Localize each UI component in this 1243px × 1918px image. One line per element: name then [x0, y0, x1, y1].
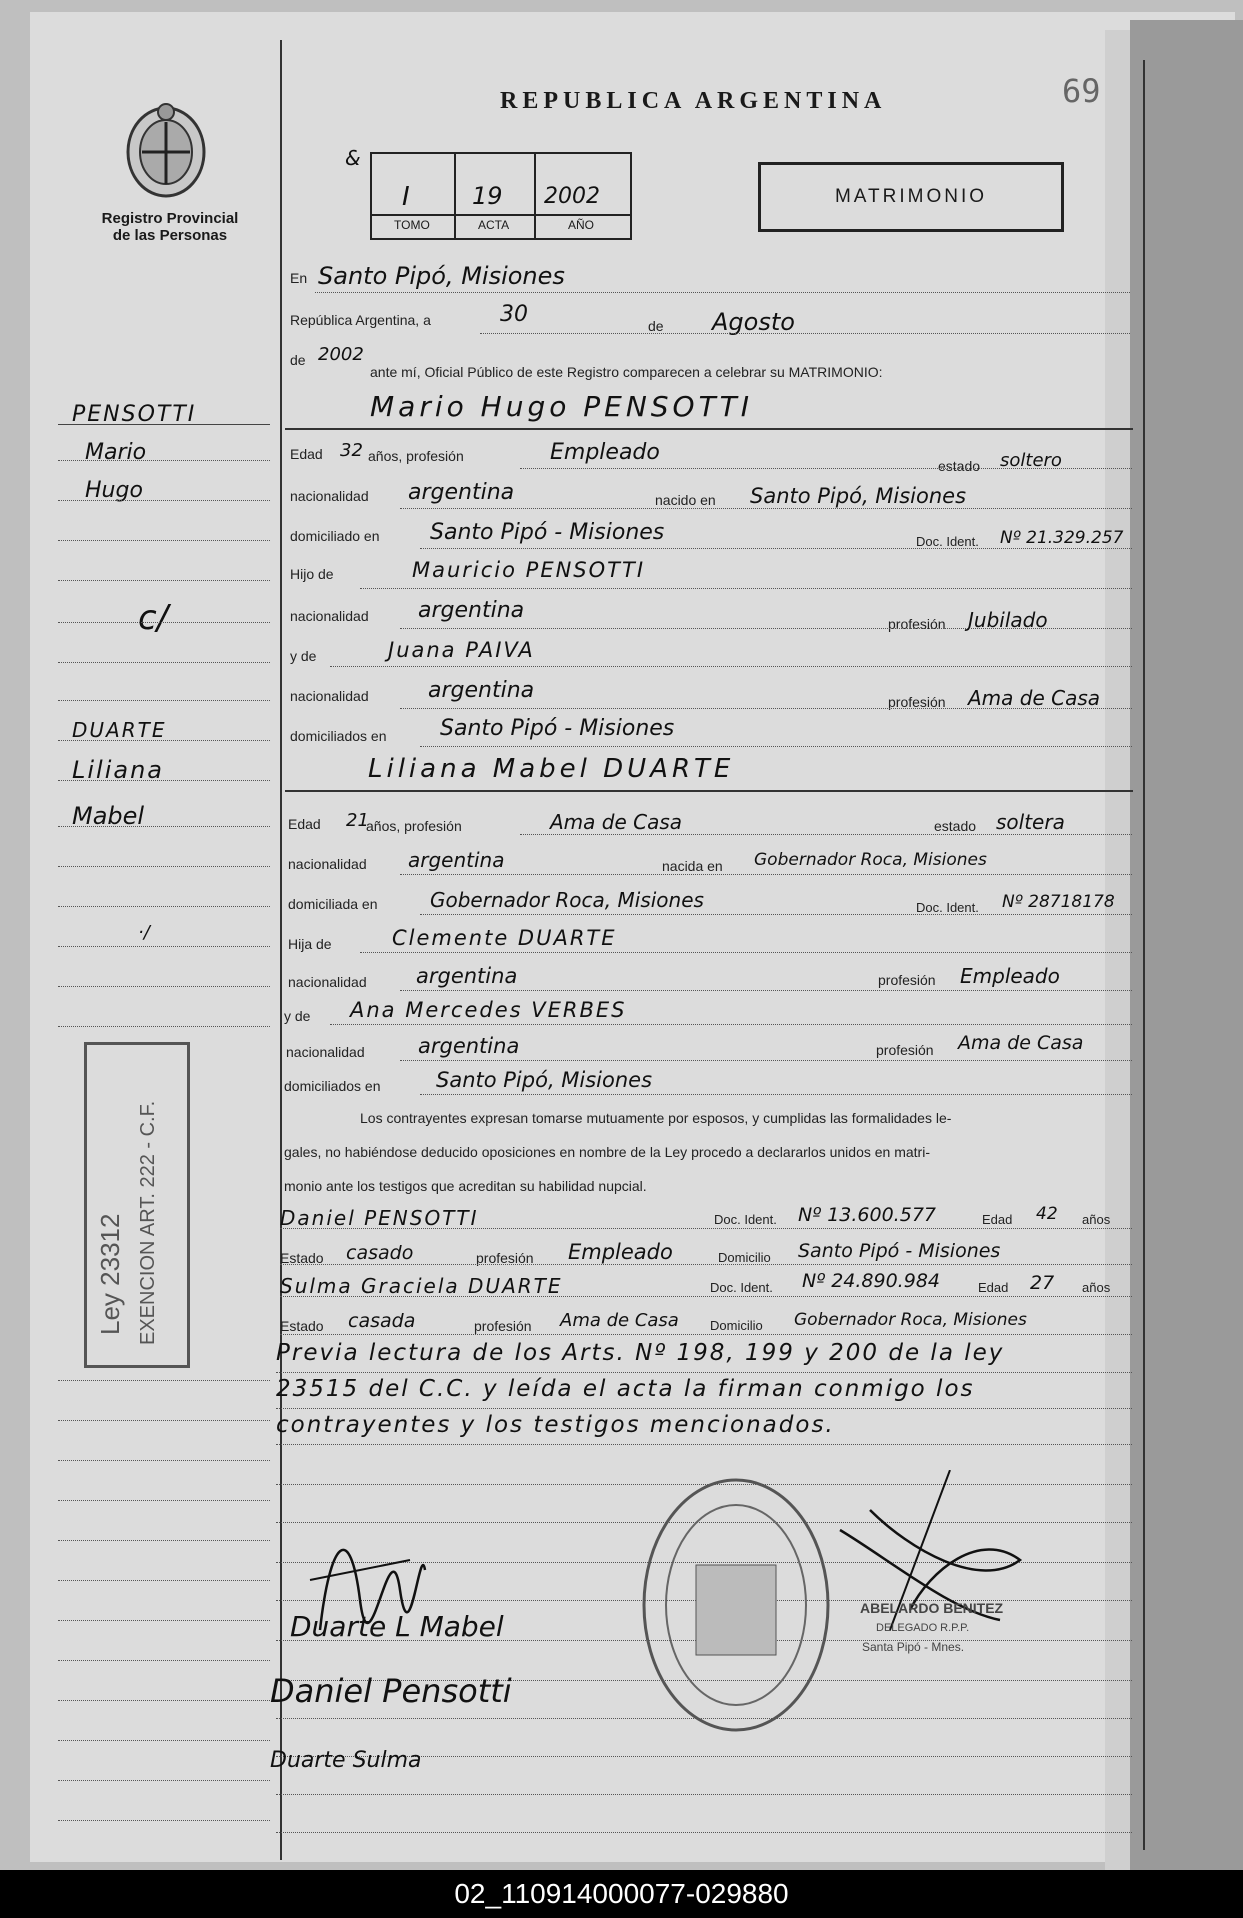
official-name: ABELARDO BENITEZ	[860, 1600, 1004, 1616]
groom-mother-profession: Ama de Casa	[968, 686, 1101, 710]
bride-mother-profession: Ama de Casa	[958, 1032, 1084, 1054]
groom-birthplace: Santo Pipó, Misiones	[750, 484, 967, 508]
right-border	[1143, 60, 1145, 1850]
official-seal-icon	[636, 1470, 836, 1740]
witness2-domicile: Gobernador Roca, Misiones	[794, 1310, 1027, 1330]
margin-divider	[280, 40, 282, 1860]
witness2-age: 27	[1030, 1272, 1055, 1294]
registry-line1: Registro Provincial	[101, 210, 239, 227]
bride-nacida-label: nacida en	[662, 858, 723, 874]
witness2-estado: casada	[348, 1310, 416, 1332]
witness1-profession: Empleado	[568, 1240, 673, 1264]
groom-domicile: Santo Pipó - Misiones	[430, 520, 665, 545]
bride-father: Clemente DUARTE	[392, 926, 617, 950]
witness2-name: Sulma Graciela DUARTE	[280, 1274, 563, 1298]
closing-line3: contrayentes y los testigos mencionados.	[276, 1412, 835, 1438]
comparecen-text: ante mí, Oficial Público de este Registro comparecen a celebrar su MATRIMONIO:	[370, 364, 883, 380]
ceremony-place: Santo Pipó, Misiones	[318, 262, 565, 290]
bride-estado: soltera	[996, 810, 1065, 834]
bride-mother-prof-label: profesión	[876, 1042, 934, 1058]
groom-mother-prof-label: profesión	[888, 694, 946, 710]
ceremony-month: Agosto	[712, 308, 795, 336]
signature-witness1: Daniel Pensotti	[270, 1672, 512, 1710]
acta-value: 19	[472, 182, 503, 210]
exemption-line2: EXENCION ART. 222 - C.F.	[137, 1100, 159, 1345]
groom-father: Mauricio PENSOTTI	[412, 558, 646, 582]
groom-nacido-label: nacido en	[655, 492, 716, 508]
groom-age: 32	[340, 440, 363, 461]
exemption-line1: Ley 23312	[95, 1213, 125, 1335]
country-title: REPUBLICA ARGENTINA	[500, 88, 887, 114]
bride-estado-label: estado	[934, 818, 977, 834]
groom-estado: soltero	[1000, 450, 1062, 471]
bride-profesion-label: años, profesión	[366, 818, 462, 834]
bride-domiciliada-label: domiciliada en	[288, 896, 378, 912]
bride-nacionalidad-label: nacionalidad	[288, 856, 367, 872]
groom-profesion-label: años, profesión	[368, 448, 464, 464]
bride-full-name: Liliana Mabel DUARTE	[368, 754, 735, 784]
ceremony-day: 30	[500, 302, 528, 327]
witness1-profesion-label: profesión	[476, 1250, 534, 1266]
scan-background	[1130, 20, 1243, 1870]
en-label: En	[290, 270, 308, 286]
groom-domiciliado-label: domiciliado en	[290, 528, 380, 544]
groom-domiciliados-label: domiciliados en	[290, 728, 387, 744]
de2-label: de	[290, 352, 306, 368]
closing-line2: 23515 del C.C. y leída el acta la firman conmigo los	[276, 1376, 975, 1402]
groom-profession: Empleado	[550, 440, 660, 465]
witness2-estado-label: Estado	[280, 1318, 324, 1334]
bride-domicile: Gobernador Roca, Misiones	[430, 888, 704, 912]
record-box	[370, 152, 632, 240]
de-label: de	[648, 318, 664, 334]
bride-doc-label: Doc. Ident.	[916, 900, 979, 915]
margin-bride-name1: Liliana	[72, 756, 164, 784]
witness2-anos-label: años	[1082, 1280, 1111, 1295]
margin-groom-surname: PENSOTTI	[72, 402, 197, 427]
margin-bride-name2: Mabel	[72, 802, 145, 830]
bride-birthplace: Gobernador Roca, Misiones	[754, 850, 987, 870]
republica-label: República Argentina, a	[290, 312, 431, 328]
groom-nationality: argentina	[408, 480, 515, 505]
bride-age: 21	[346, 810, 369, 831]
witness2-profesion-label: profesión	[474, 1318, 532, 1334]
groom-parents-domicile: Santo Pipó - Misiones	[440, 716, 675, 741]
margin-groom-name1: Mario	[85, 440, 147, 465]
record-mark: &	[345, 146, 361, 170]
bride-father-profession: Empleado	[960, 964, 1060, 988]
groom-father-nac-label: nacionalidad	[290, 608, 369, 624]
margin-bride-surname: DUARTE	[72, 718, 167, 742]
bride-father-nationality: argentina	[416, 964, 518, 988]
groom-hijo-label: Hijo de	[290, 566, 334, 582]
bride-mother: Ana Mercedes VERBES	[350, 998, 627, 1022]
signature-witness2: Duarte Sulma	[270, 1748, 422, 1773]
bride-doc: Nº 28718178	[1002, 892, 1115, 912]
signature-bride: Duarte L Mabel	[290, 1610, 504, 1643]
groom-yde-label: y de	[290, 648, 317, 664]
closing-line1: Previa lectura de los Arts. Nº 198, 199 y 200 de la ley	[276, 1340, 1005, 1366]
groom-doc: Nº 21.329.257	[1000, 528, 1124, 548]
bride-yde-label: y de	[284, 1008, 311, 1024]
groom-doc-label: Doc. Ident.	[916, 534, 979, 549]
tomo-value: I	[402, 182, 410, 212]
witness2-doc-label: Doc. Ident.	[710, 1280, 773, 1295]
bride-domiciliados-label: domiciliados en	[284, 1078, 381, 1094]
declaration-line1: Los contrayentes expresan tomarse mutuamente por esposos, y cumplidas las formalidades le-	[360, 1110, 952, 1126]
groom-full-name: Mario Hugo PENSOTTI	[370, 390, 754, 423]
bride-parents-domicile: Santo Pipó, Misiones	[436, 1068, 653, 1092]
witness2-edad-label: Edad	[978, 1280, 1009, 1295]
doc-type-box	[758, 162, 1064, 232]
groom-mother-nationality: argentina	[428, 678, 535, 703]
groom-edad-label: Edad	[290, 446, 323, 462]
official-title: DELEGADO R.P.P.	[876, 1622, 970, 1634]
groom-mother: Juana PAIVA	[388, 638, 535, 662]
groom-father-prof-label: profesión	[888, 616, 946, 632]
witness1-estado: casado	[346, 1242, 414, 1264]
ano-value: 2002	[544, 184, 600, 209]
witness1-anos-label: años	[1082, 1212, 1111, 1227]
registry-name	[90, 210, 250, 244]
margin-groom-name2: Hugo	[85, 478, 143, 503]
witness2-profession: Ama de Casa	[560, 1310, 679, 1331]
witness1-name: Daniel PENSOTTI	[280, 1206, 479, 1230]
ano-label: AÑO	[568, 218, 595, 232]
coat-of-arms-icon	[122, 100, 210, 200]
exemption-stamp	[84, 1042, 190, 1368]
witness1-doc: Nº 13.600.577	[798, 1204, 936, 1226]
groom-nacionalidad-label: nacionalidad	[290, 488, 369, 504]
bride-nationality: argentina	[408, 848, 505, 872]
bride-mother-nationality: argentina	[418, 1034, 520, 1058]
tomo-label: TOMO	[394, 218, 430, 232]
bride-father-prof-label: profesión	[878, 972, 936, 988]
witness1-domicile: Santo Pipó - Misiones	[798, 1240, 1001, 1262]
bride-father-nac-label: nacionalidad	[288, 974, 367, 990]
doc-type: MATRIMONIO	[834, 186, 988, 207]
bride-profession: Ama de Casa	[550, 810, 683, 834]
bride-edad-label: Edad	[288, 816, 321, 832]
witness2-domicilio-label: Domicilio	[710, 1318, 763, 1333]
witness1-domicilio-label: Domicilio	[718, 1250, 771, 1265]
margin-mark: ·/	[138, 922, 150, 943]
footer-id: 02_110914000077-029880	[0, 1870, 1243, 1918]
bride-hija-label: Hija de	[288, 936, 332, 952]
witness2-doc: Nº 24.890.984	[802, 1270, 940, 1292]
document-page	[30, 12, 1235, 1862]
groom-estado-label: estado	[938, 458, 981, 474]
groom-father-profession: Jubilado	[968, 608, 1048, 632]
registry-line2: de las Personas	[112, 227, 228, 244]
ceremony-year: 2002	[318, 344, 364, 365]
witness1-age: 42	[1036, 1204, 1058, 1224]
declaration-line3: monio ante los testigos que acreditan su habilidad nupcial.	[284, 1178, 647, 1194]
acta-label: ACTA	[478, 218, 510, 232]
bride-mother-nac-label: nacionalidad	[286, 1044, 365, 1060]
declaration-line2: gales, no habiéndose deducido oposiciones en nombre de la Ley procedo a declararlos unidos en matri-	[284, 1144, 930, 1160]
witness1-estado-label: Estado	[280, 1250, 324, 1266]
official-place: Santa Pipó - Mnes.	[862, 1640, 965, 1654]
margin-with: c/	[138, 598, 169, 638]
page-number: 69	[1062, 72, 1101, 110]
groom-mother-nac-label: nacionalidad	[290, 688, 369, 704]
groom-father-nationality: argentina	[418, 598, 525, 623]
witness1-edad-label: Edad	[982, 1212, 1013, 1227]
witness1-doc-label: Doc. Ident.	[714, 1212, 777, 1227]
